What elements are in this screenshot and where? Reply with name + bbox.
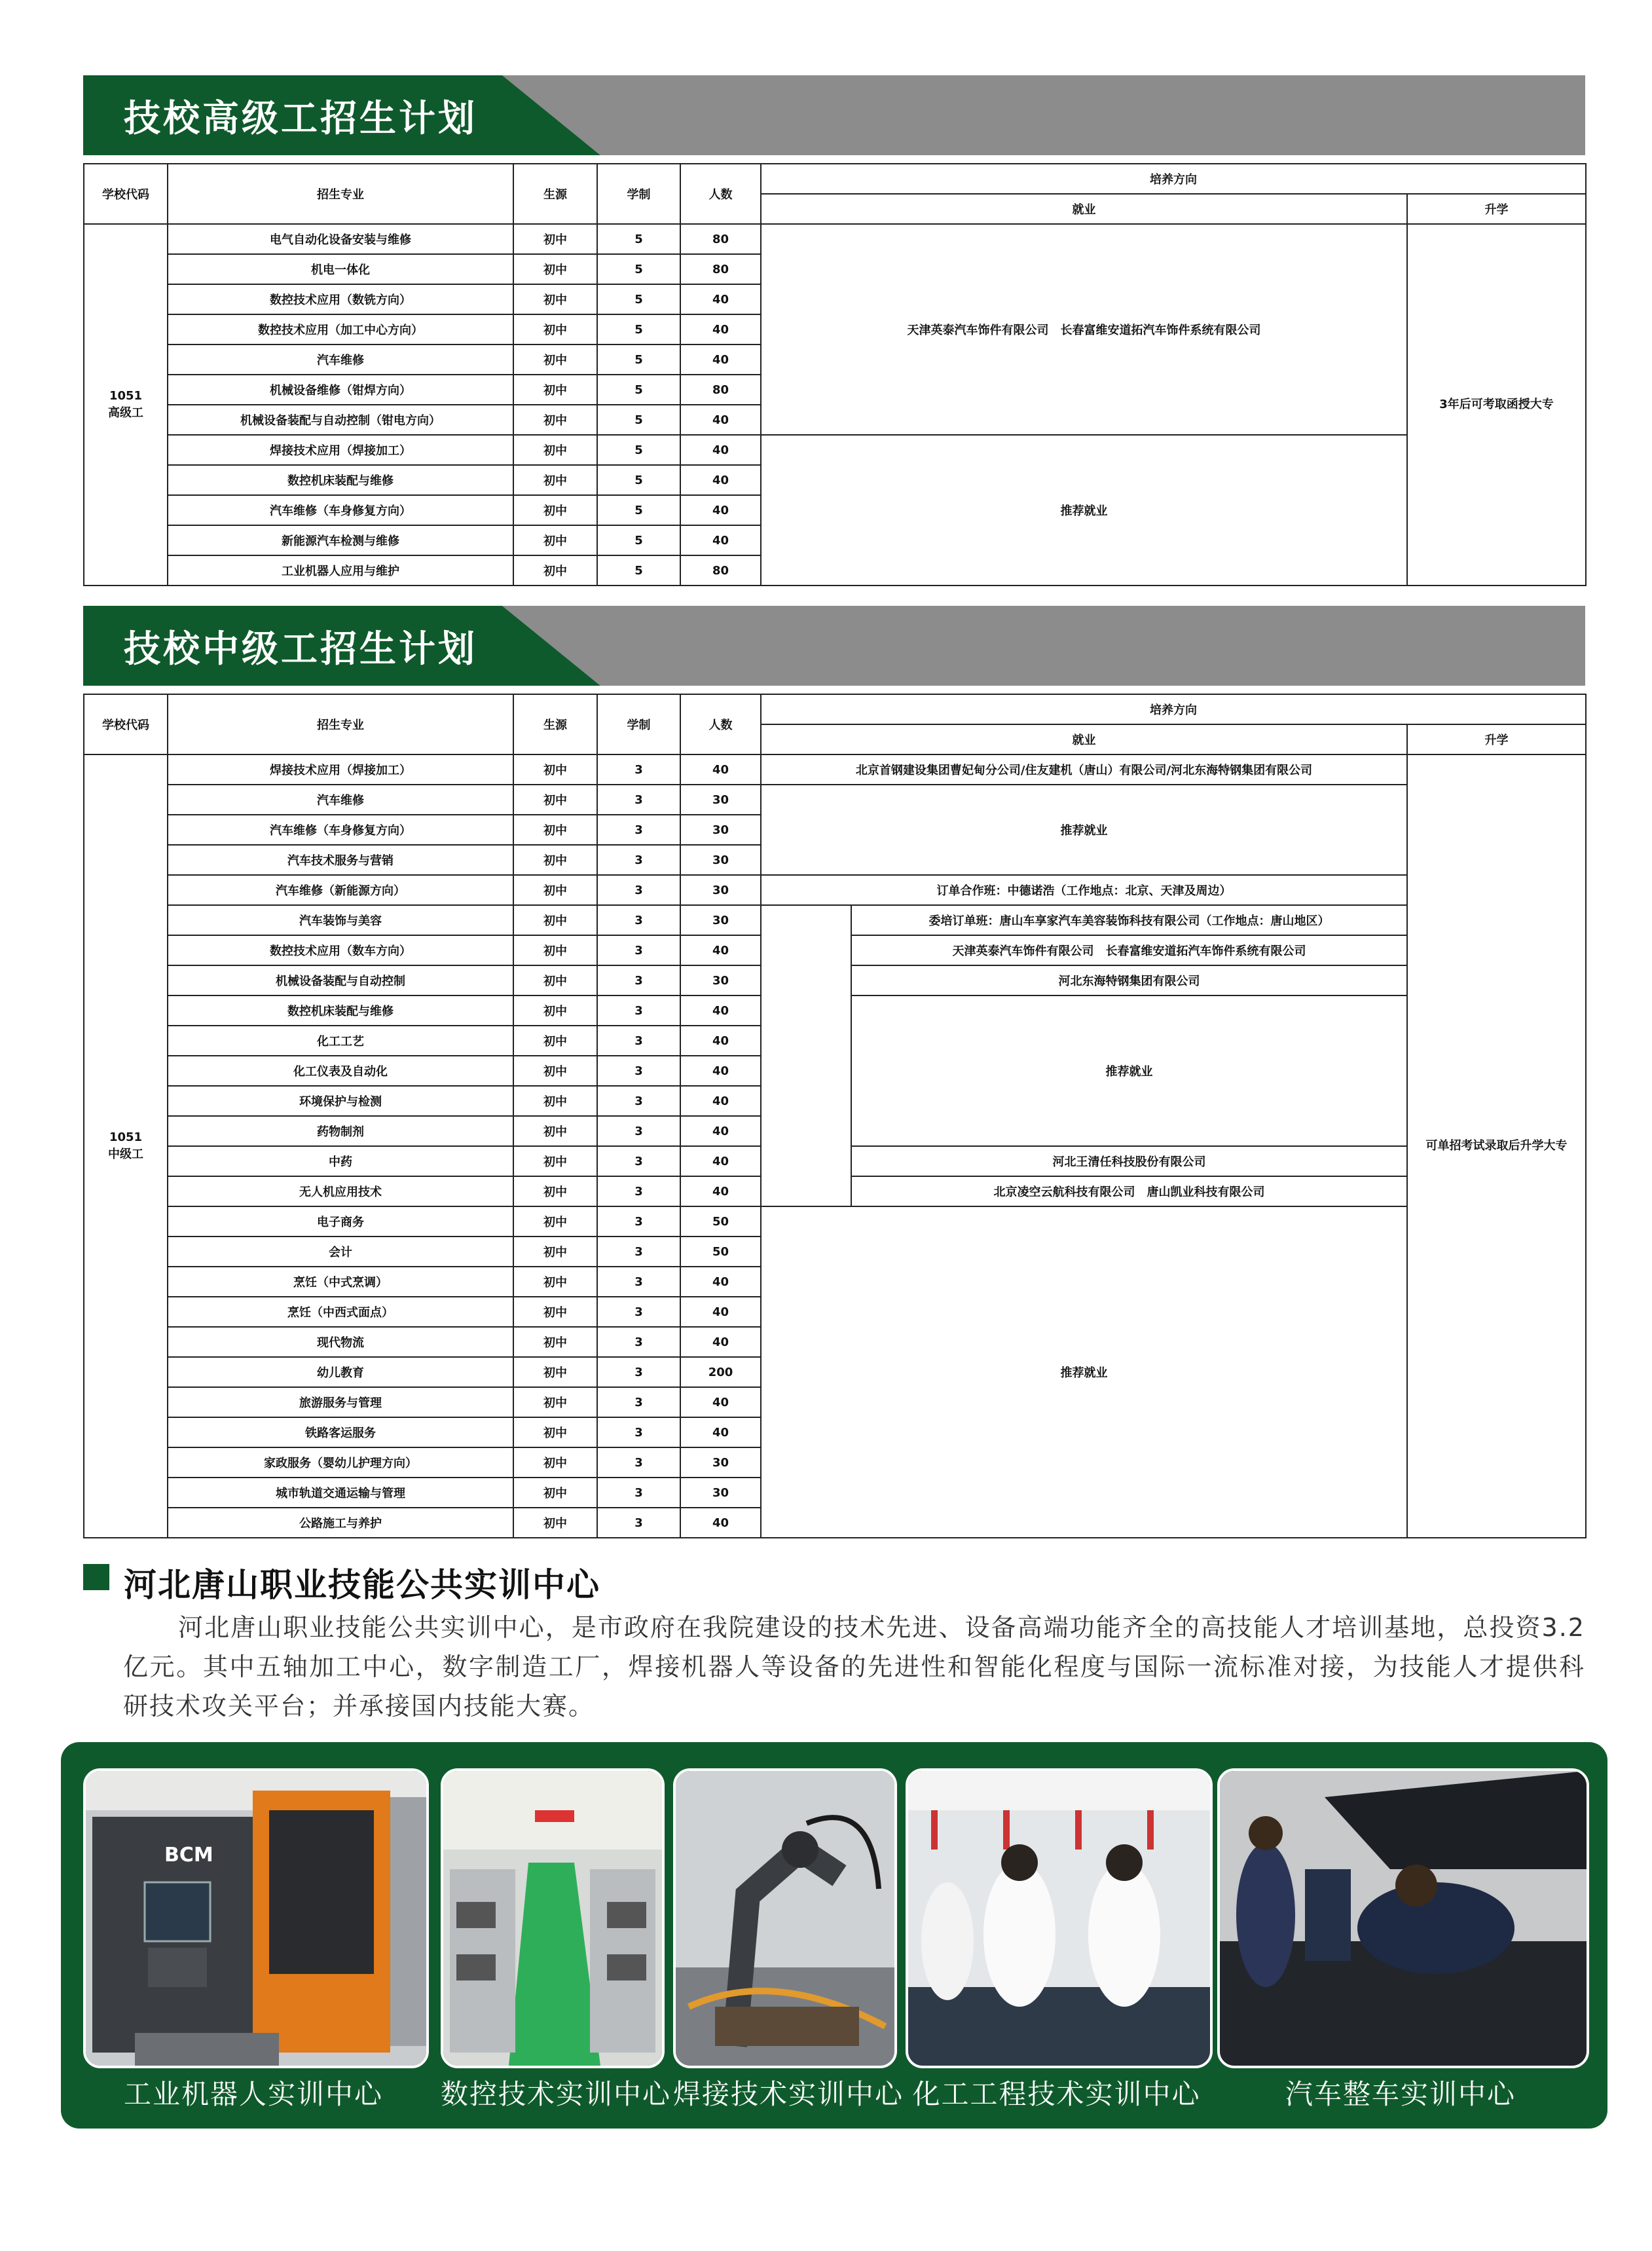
- source-cell: 初中: [513, 1508, 597, 1538]
- years-cell: 3: [597, 1417, 680, 1447]
- source-cell: 初中: [513, 965, 597, 995]
- source-cell: 初中: [513, 465, 597, 495]
- major-cell: 新能源汽车检测与维修: [168, 525, 513, 555]
- source-cell: 初中: [513, 375, 597, 405]
- count-cell: 200: [680, 1357, 761, 1387]
- source-cell: 初中: [513, 845, 597, 875]
- employment-cell: 推荐就业: [761, 435, 1407, 586]
- count-cell: 30: [680, 965, 761, 995]
- employment-cell: 委培订单班：唐山车享家汽车美容装饰科技有限公司（工作地点：唐山地区）: [851, 905, 1407, 935]
- years-cell: 3: [597, 1086, 680, 1116]
- count-cell: 40: [680, 284, 761, 314]
- count-cell: 30: [680, 815, 761, 845]
- count-cell: 30: [680, 1447, 761, 1478]
- source-cell: 初中: [513, 1086, 597, 1116]
- source-cell: 初中: [513, 344, 597, 375]
- years-cell: 3: [597, 1206, 680, 1237]
- count-cell: 40: [680, 1267, 761, 1297]
- header-code: 学校代码: [84, 694, 168, 754]
- major-cell: 公路施工与养护: [168, 1508, 513, 1538]
- senior-plan-banner: [83, 75, 1585, 155]
- school-code-cell: [84, 224, 168, 586]
- header-count: 人数: [680, 164, 761, 224]
- employment-cell: 河北王清任科技股份有限公司: [851, 1146, 1407, 1176]
- major-cell: 汽车技术服务与营销: [168, 845, 513, 875]
- count-cell: 40: [680, 435, 761, 465]
- count-cell: 40: [680, 1146, 761, 1176]
- header-source: 生源: [513, 694, 597, 754]
- major-cell: 焊接技术应用（焊接加工）: [168, 435, 513, 465]
- count-cell: 40: [680, 495, 761, 525]
- years-cell: 3: [597, 754, 680, 785]
- years-cell: 3: [597, 785, 680, 815]
- header-further: 升学: [1407, 194, 1586, 224]
- employment-cell: 推荐就业: [851, 995, 1407, 1146]
- caption-robot-center: 工业机器人实训中心: [123, 2078, 383, 2110]
- count-cell: 30: [680, 905, 761, 935]
- source-cell: 初中: [513, 525, 597, 555]
- years-cell: 5: [597, 525, 680, 555]
- years-cell: 3: [597, 1357, 680, 1387]
- count-cell: 40: [680, 1297, 761, 1327]
- major-cell: 化工仪表及自动化: [168, 1056, 513, 1086]
- middle-plan-table: [83, 694, 1587, 1538]
- senior-plan-title: 技校高级工招生计划: [124, 98, 477, 140]
- count-cell: 50: [680, 1206, 761, 1237]
- major-cell: 中药: [168, 1146, 513, 1176]
- years-cell: 3: [597, 1026, 680, 1056]
- count-cell: 40: [680, 525, 761, 555]
- photo-welding-center: [673, 1768, 897, 2068]
- source-cell: 初中: [513, 435, 597, 465]
- header-employment: 就业: [761, 724, 1407, 754]
- major-cell: 汽车维修（车身修复方向）: [168, 495, 513, 525]
- header-direction: 培养方向: [761, 164, 1586, 194]
- training-center-title: 河北唐山职业技能公共实训中心: [124, 1566, 600, 1604]
- source-cell: 初中: [513, 1146, 597, 1176]
- source-cell: 初中: [513, 1176, 597, 1206]
- source-cell: 初中: [513, 1026, 597, 1056]
- major-cell: 汽车装饰与美容: [168, 905, 513, 935]
- school-code-number: 1051: [109, 1130, 143, 1144]
- count-cell: 30: [680, 785, 761, 815]
- count-cell: 80: [680, 375, 761, 405]
- major-cell: 现代物流: [168, 1327, 513, 1357]
- years-cell: 5: [597, 375, 680, 405]
- years-cell: 5: [597, 495, 680, 525]
- description-text: 河北唐山职业技能公共实训中心，是市政府在我院建设的技术先进、设备高端功能齐全的高技能人才培训基地，总投资3.2亿元。其中五轴加工中心，数字制造工厂，焊接机器人等设备的先进性和智能化程度与国际一流标准对接，为技能人才提供科研技术攻关平台；并承接国内技能大赛。: [123, 1613, 1585, 1721]
- count-cell: 80: [680, 254, 761, 284]
- source-cell: 初中: [513, 1417, 597, 1447]
- header-code: 学校代码: [84, 164, 168, 224]
- source-cell: 初中: [513, 254, 597, 284]
- major-cell: 环境保护与检测: [168, 1086, 513, 1116]
- years-cell: 3: [597, 1116, 680, 1146]
- years-cell: 5: [597, 314, 680, 344]
- major-cell: 化工工艺: [168, 1026, 513, 1056]
- years-cell: 3: [597, 1146, 680, 1176]
- count-cell: 40: [680, 1116, 761, 1146]
- years-cell: 3: [597, 875, 680, 905]
- caption-chemical-center: 化工工程技术实训中心: [912, 2078, 1201, 2110]
- count-cell: 40: [680, 1026, 761, 1056]
- count-cell: 40: [680, 1508, 761, 1538]
- count-cell: 40: [680, 1417, 761, 1447]
- employment-cell: 推荐就业: [761, 785, 1407, 875]
- table-row: [84, 1206, 1586, 1237]
- major-cell: 药物制剂: [168, 1116, 513, 1146]
- years-cell: 3: [597, 1056, 680, 1086]
- count-cell: 40: [680, 1327, 761, 1357]
- years-cell: 3: [597, 845, 680, 875]
- count-cell: 30: [680, 875, 761, 905]
- count-cell: 40: [680, 995, 761, 1026]
- source-cell: 初中: [513, 935, 597, 965]
- source-cell: 初中: [513, 224, 597, 254]
- employment-cell: 天津英泰汽车饰件有限公司 长春富维安道拓汽车饰件系统有限公司: [851, 935, 1407, 965]
- source-cell: 初中: [513, 284, 597, 314]
- major-cell: 机械设备装配与自动控制: [168, 965, 513, 995]
- years-cell: 3: [597, 1267, 680, 1297]
- header-major: 招生专业: [168, 694, 513, 754]
- table-row: [84, 754, 1586, 785]
- major-cell: 机电一体化: [168, 254, 513, 284]
- major-cell: 汽车维修: [168, 785, 513, 815]
- count-cell: 30: [680, 845, 761, 875]
- header-years: 学制: [597, 694, 680, 754]
- source-cell: 初中: [513, 1327, 597, 1357]
- source-cell: 初中: [513, 1056, 597, 1086]
- major-cell: 数控机床装配与维修: [168, 465, 513, 495]
- photo-chemical-center: [906, 1768, 1213, 2068]
- school-code-level: 高级工: [108, 406, 143, 420]
- source-cell: 初中: [513, 905, 597, 935]
- major-cell: 无人机应用技术: [168, 1176, 513, 1206]
- count-cell: 30: [680, 1478, 761, 1508]
- photo-cnc-center: [441, 1768, 665, 2068]
- source-cell: 初中: [513, 1297, 597, 1327]
- middle-plan-title: 技校中级工招生计划: [124, 628, 477, 671]
- count-cell: 50: [680, 1237, 761, 1267]
- source-cell: 初中: [513, 1237, 597, 1267]
- source-cell: 初中: [513, 495, 597, 525]
- years-cell: 3: [597, 1508, 680, 1538]
- source-cell: 初中: [513, 785, 597, 815]
- employment-spacer: [761, 905, 851, 1206]
- senior-plan-table: [83, 163, 1587, 586]
- source-cell: 初中: [513, 995, 597, 1026]
- major-cell: 幼儿教育: [168, 1357, 513, 1387]
- years-cell: 3: [597, 1237, 680, 1267]
- major-cell: 数控技术应用（数铣方向）: [168, 284, 513, 314]
- major-cell: 机械设备装配与自动控制（钳电方向）: [168, 405, 513, 435]
- training-center-description: [123, 1608, 1585, 1726]
- major-cell: 会计: [168, 1237, 513, 1267]
- years-cell: 3: [597, 1447, 680, 1478]
- source-cell: 初中: [513, 1116, 597, 1146]
- table-row: [84, 224, 1586, 254]
- source-cell: 初中: [513, 1267, 597, 1297]
- source-cell: 初中: [513, 1478, 597, 1508]
- major-cell: 铁路客运服务: [168, 1417, 513, 1447]
- header-direction: 培养方向: [761, 694, 1586, 724]
- count-cell: 40: [680, 1176, 761, 1206]
- header-major: 招生专业: [168, 164, 513, 224]
- years-cell: 3: [597, 1176, 680, 1206]
- count-cell: 40: [680, 754, 761, 785]
- table-row: [84, 905, 1586, 935]
- school-code-cell: [84, 754, 168, 1538]
- years-cell: 3: [597, 1327, 680, 1357]
- table-row: [84, 875, 1586, 905]
- major-cell: 电子商务: [168, 1206, 513, 1237]
- years-cell: 5: [597, 555, 680, 586]
- caption-cnc-center: 数控技术实训中心: [441, 2078, 672, 2110]
- source-cell: 初中: [513, 754, 597, 785]
- further-cell: 可单招考试录取后升学大专: [1407, 754, 1586, 1538]
- header-source: 生源: [513, 164, 597, 224]
- years-cell: 3: [597, 905, 680, 935]
- school-code-level: 中级工: [108, 1147, 143, 1161]
- photo-vehicle-center: [1217, 1768, 1589, 2068]
- years-cell: 5: [597, 435, 680, 465]
- header-years: 学制: [597, 164, 680, 224]
- caption-vehicle-center: 汽车整车实训中心: [1285, 2078, 1516, 2110]
- years-cell: 5: [597, 344, 680, 375]
- years-cell: 3: [597, 1478, 680, 1508]
- count-cell: 40: [680, 314, 761, 344]
- source-cell: 初中: [513, 875, 597, 905]
- employment-cell: 北京凌空云航科技有限公司 唐山凯业科技有限公司: [851, 1176, 1407, 1206]
- middle-plan-banner: [83, 606, 1585, 686]
- major-cell: 烹饪（中西式面点）: [168, 1297, 513, 1327]
- table-row: [84, 435, 1586, 465]
- years-cell: 3: [597, 935, 680, 965]
- source-cell: 初中: [513, 1206, 597, 1237]
- count-cell: 80: [680, 224, 761, 254]
- source-cell: 初中: [513, 1387, 597, 1417]
- source-cell: 初中: [513, 1447, 597, 1478]
- major-cell: 电气自动化设备安装与维修: [168, 224, 513, 254]
- count-cell: 40: [680, 1056, 761, 1086]
- years-cell: 5: [597, 465, 680, 495]
- further-cell: 3年后可考取函授大专: [1407, 224, 1586, 586]
- major-cell: 城市轨道交通运输与管理: [168, 1478, 513, 1508]
- employment-cell: 天津英泰汽车饰件有限公司 长春富维安道拓汽车饰件系统有限公司: [761, 224, 1407, 435]
- major-cell: 汽车维修（新能源方向）: [168, 875, 513, 905]
- photo-robot-center: [83, 1768, 429, 2068]
- table-row: [84, 785, 1586, 815]
- employment-cell: 河北东海特钢集团有限公司: [851, 965, 1407, 995]
- years-cell: 3: [597, 1297, 680, 1327]
- years-cell: 5: [597, 405, 680, 435]
- header-employment: 就业: [761, 194, 1407, 224]
- major-cell: 数控技术应用（加工中心方向）: [168, 314, 513, 344]
- source-cell: 初中: [513, 405, 597, 435]
- count-cell: 40: [680, 1086, 761, 1116]
- major-cell: 机械设备维修（钳焊方向）: [168, 375, 513, 405]
- photo-gallery: [61, 1742, 1607, 2129]
- bcm-logo: BCM: [164, 1844, 213, 1867]
- years-cell: 5: [597, 284, 680, 314]
- source-cell: 初中: [513, 555, 597, 586]
- source-cell: 初中: [513, 815, 597, 845]
- years-cell: 3: [597, 995, 680, 1026]
- count-cell: 40: [680, 405, 761, 435]
- source-cell: 初中: [513, 1357, 597, 1387]
- count-cell: 80: [680, 555, 761, 586]
- heading-marker: [83, 1564, 109, 1590]
- major-cell: 焊接技术应用（焊接加工）: [168, 754, 513, 785]
- count-cell: 40: [680, 344, 761, 375]
- header-count: 人数: [680, 694, 761, 754]
- employment-cell: 北京首钢建设集团曹妃甸分公司/住友建机（唐山）有限公司/河北东海特钢集团有限公司: [761, 754, 1407, 785]
- source-cell: 初中: [513, 314, 597, 344]
- major-cell: 家政服务（婴幼儿护理方向）: [168, 1447, 513, 1478]
- header-further: 升学: [1407, 724, 1586, 754]
- major-cell: 旅游服务与管理: [168, 1387, 513, 1417]
- major-cell: 数控机床装配与维修: [168, 995, 513, 1026]
- count-cell: 40: [680, 1387, 761, 1417]
- major-cell: 烹饪（中式烹调）: [168, 1267, 513, 1297]
- major-cell: 数控技术应用（数车方向）: [168, 935, 513, 965]
- major-cell: 汽车维修（车身修复方向）: [168, 815, 513, 845]
- years-cell: 5: [597, 254, 680, 284]
- years-cell: 5: [597, 224, 680, 254]
- caption-welding-center: 焊接技术实训中心: [673, 2078, 904, 2110]
- major-cell: 汽车维修: [168, 344, 513, 375]
- years-cell: 3: [597, 1387, 680, 1417]
- years-cell: 3: [597, 815, 680, 845]
- employment-cell: 推荐就业: [761, 1206, 1407, 1538]
- school-code-number: 1051: [109, 389, 143, 403]
- employment-cell: 订单合作班：中德诺浩（工作地点：北京、天津及周边）: [761, 875, 1407, 905]
- years-cell: 3: [597, 965, 680, 995]
- major-cell: 工业机器人应用与维护: [168, 555, 513, 586]
- count-cell: 40: [680, 935, 761, 965]
- count-cell: 40: [680, 465, 761, 495]
